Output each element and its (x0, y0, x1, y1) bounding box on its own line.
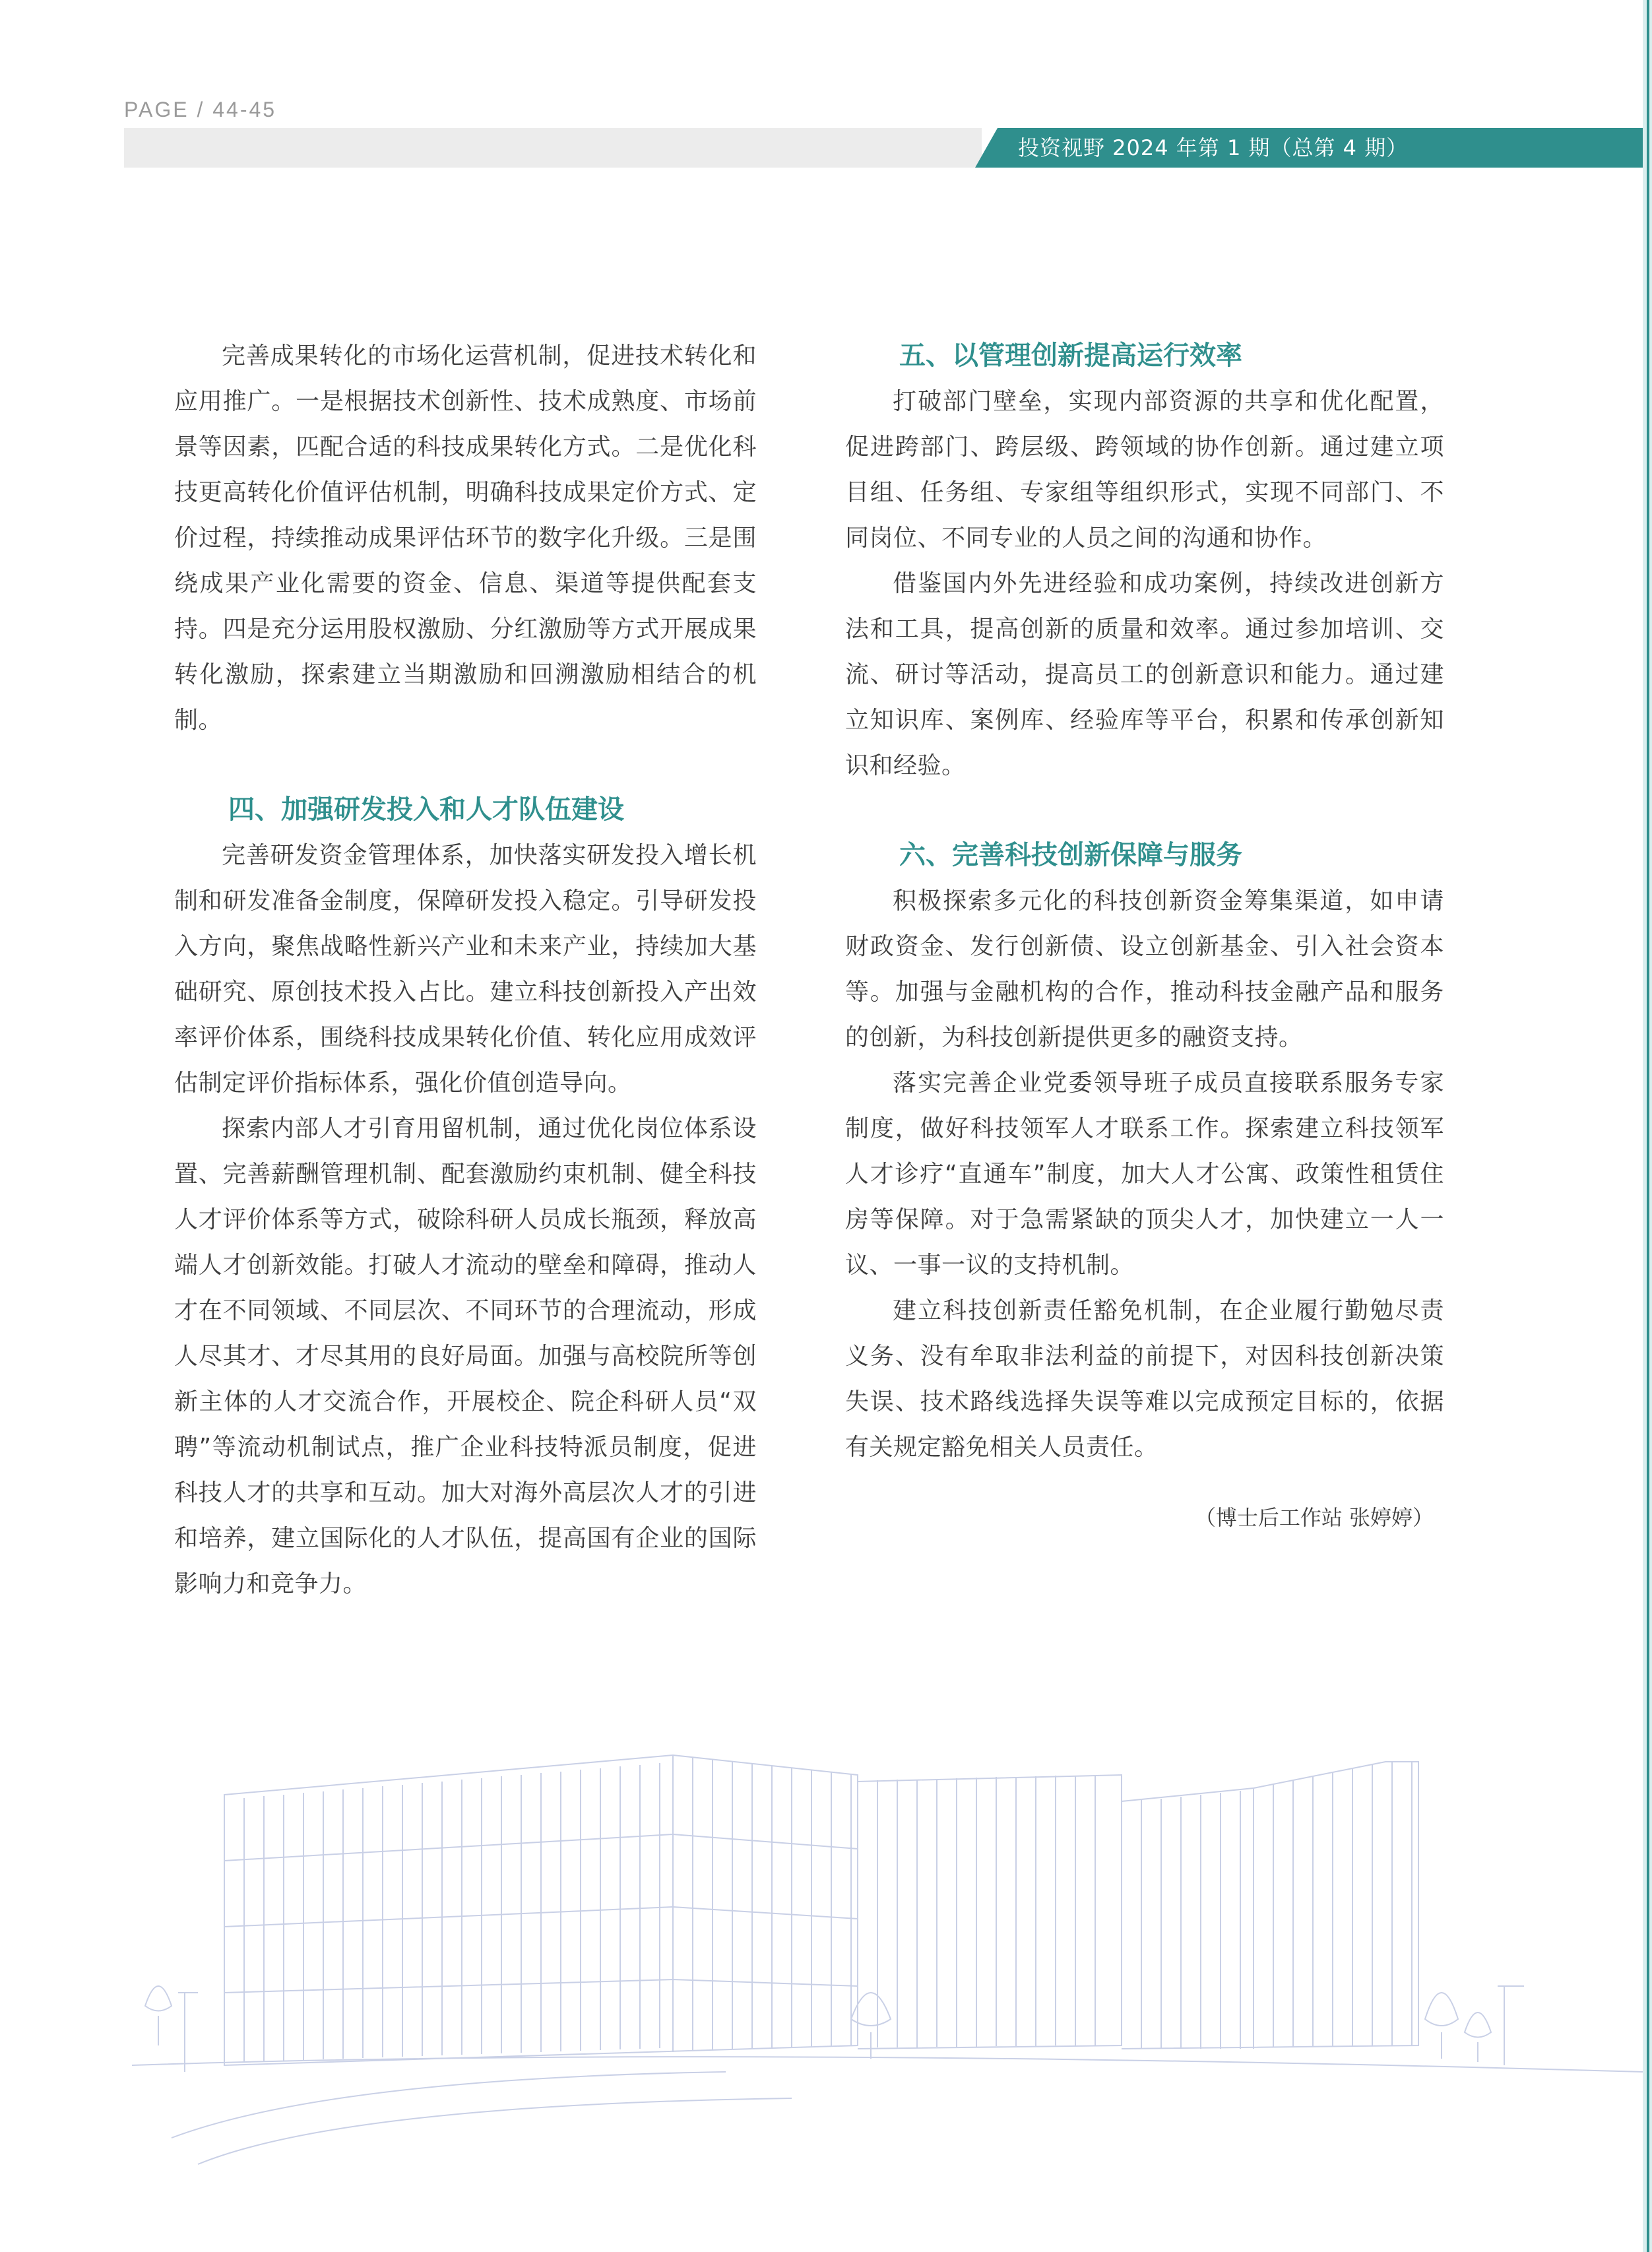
header-gray-strip (124, 128, 982, 168)
section6-paragraph-3: 建立科技创新责任豁免机制，在企业履行勤勉尽责义务、没有牟取非法利益的前提下，对因科技创新决策失误、技术路线选择失误等难以完成预定目标的，依据有关规定豁免相关人员责任。 (845, 1297, 1444, 1461)
author-signature: （博士后工作站 张婷婷） (1194, 1505, 1434, 1530)
section6-paragraph-1: 积极探索多元化的科技创新资金筹集渠道，如申请财政资金、发行创新债、设立创新基金、引入社会资本等。加强与金融机构的合作，推动科技金融产品和服务的创新，为科技创新提供更多的融资支持。 (845, 887, 1444, 1051)
left-column (174, 333, 757, 1607)
section5-heading: 五、以管理创新提高运行效率 (899, 340, 1242, 371)
section4-heading: 四、加强研发投入和人才队伍建设 (228, 794, 624, 825)
intro-paragraph: 完善成果转化的市场化运营机制，促进技术转化和应用推广。一是根据技术创新性、技术成熟度、市场前景等因素，匹配合适的科技成果转化方式。二是优化科技更高转化价值评估机制，明确科技成果定价方式、定价过程，持续推动成果评估环节的数字化升级。三是围绕成果产业化需要的资金、信息、渠道等提供配套支持。四是充分运用股权激励、分红激励等方式开展成果转化激励，探索建立当期激励和回溯激励相结合的机制。 (174, 342, 757, 734)
section6-heading: 六、完善科技创新保障与服务 (899, 840, 1242, 870)
right-edge-line (1647, 0, 1649, 2252)
magazine-title: 投资视野 2024 年第 1 期（总第 4 期） (1018, 135, 1409, 160)
signature-spacer (845, 1470, 1444, 1495)
building-illustration-icon (132, 1676, 1643, 2177)
section5-paragraph-2: 借鉴国内外先进经验和成功案例，持续改进创新方法和工具，提高创新的质量和效率。通过参加培训、交流、研讨等活动，提高员工的创新意识和能力。通过建立知识库、案例库、经验库等平台，积累和传承创新知识和经验。 (845, 570, 1444, 779)
page-number-label: PAGE / 44-45 (124, 98, 277, 121)
header-band (124, 128, 1643, 168)
section4-paragraph-1: 完善研发资金管理体系，加快落实研发投入增长机制和研发准备金制度，保障研发投入稳定。引导研发投入方向，聚焦战略性新兴产业和未来产业，持续加大基础研究、原创技术投入占比。建立科技创新投入产出效率评价体系，围绕科技成果转化价值、转化应用成效评估制定评价指标体系，强化价值创造导向。 (174, 842, 757, 1097)
section4-paragraph-2: 探索内部人才引育用留机制，通过优化岗位体系设置、完善薪酬管理机制、配套激励约束机制、健全科技人才评价体系等方式，破除科研人员成长瓶颈，释放高端人才创新效能。打破人才流动的壁垒和障碍，推动人才在不同领域、不同层次、不同环节的合理流动，形成人尽其才、才尽其用的良好局面。加强与高校院所等创新主体的人才交流合作，开展校企、院企科研人员“双聘”等流动机制试点，推广企业科技特派员制度，促进科技人才的共享和互动。加大对海外高层次人才的引进和培养，建立国际化的人才队伍，提高国有企业的国际影响力和竞争力。 (174, 1115, 757, 1597)
section5-paragraph-1: 打破部门壁垒，实现内部资源的共享和优化配置，促进跨部门、跨层级、跨领域的协作创新。通过建立项目组、任务组、专家组等组织形式，实现不同部门、不同岗位、不同专业的人员之间的沟通和协作。 (845, 388, 1444, 552)
section-spacer (174, 743, 757, 787)
section-spacer (845, 788, 1444, 833)
right-column (845, 333, 1444, 1541)
section6-paragraph-2: 落实完善企业党委领导班子成员直接联系服务专家制度，做好科技领军人才联系工作。探索建立科技领军人才诊疗“直通车”制度，加大人才公寓、政策性租赁住房等保障。对于急需紧缺的顶尖人才，加快建立一人一议、一事一议的支持机制。 (845, 1070, 1444, 1279)
